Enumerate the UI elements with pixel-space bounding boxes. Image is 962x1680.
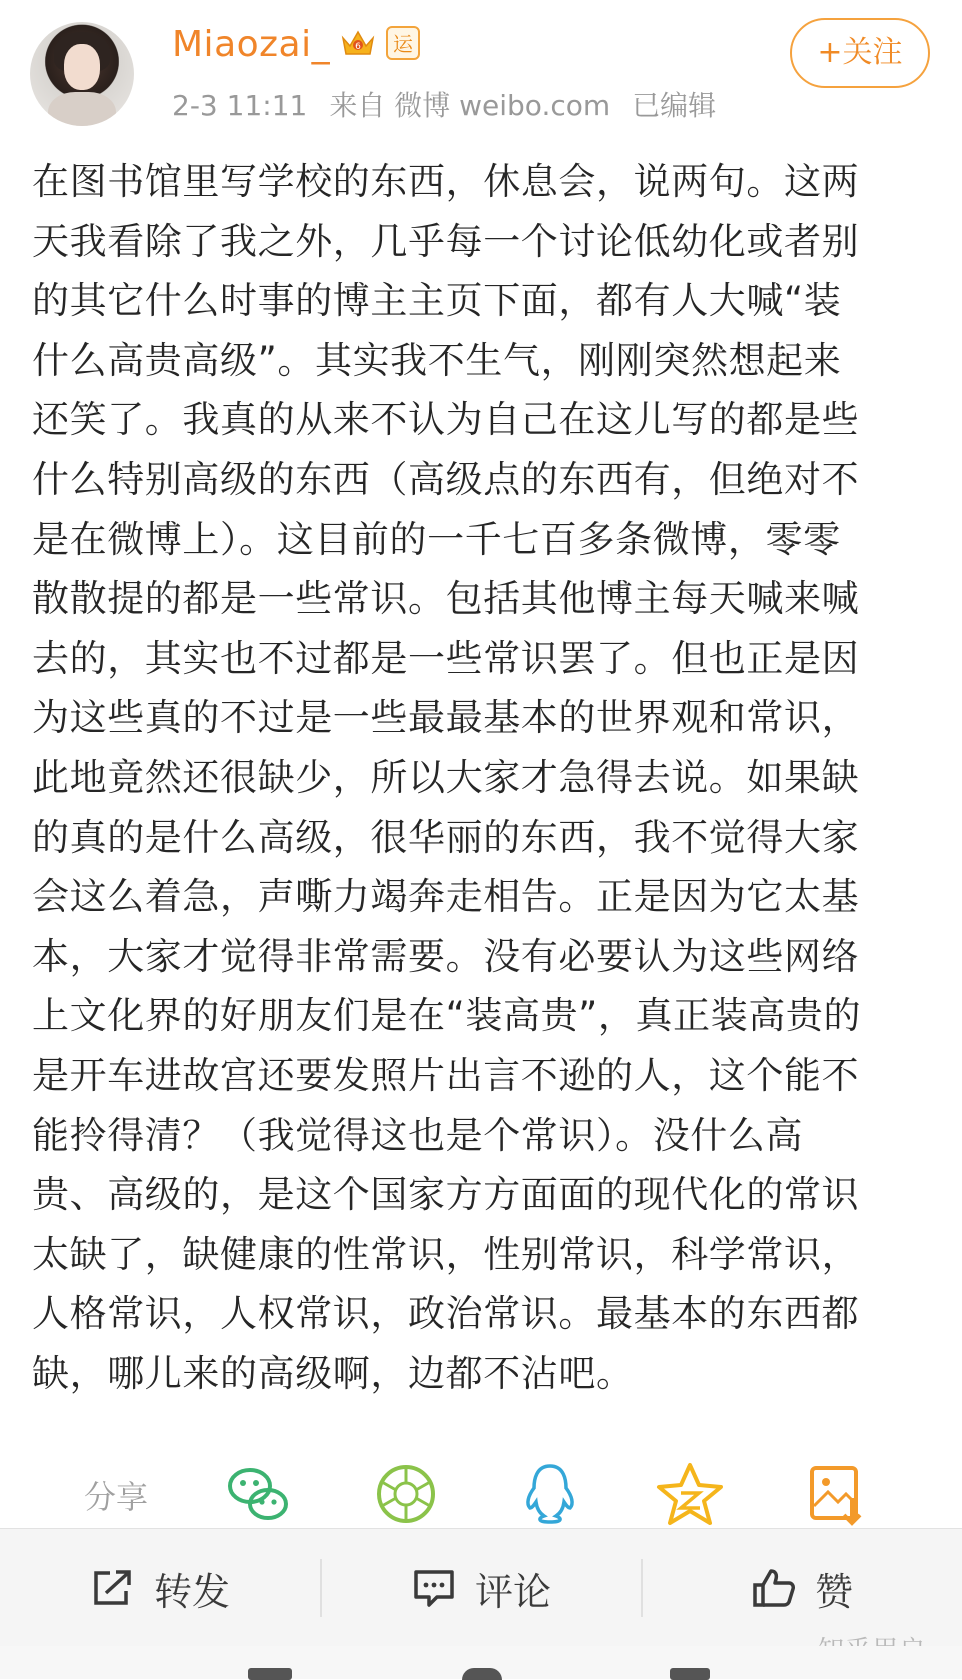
share-row bbox=[0, 1460, 962, 1530]
wechat-icon[interactable] bbox=[222, 1460, 294, 1530]
avatar[interactable] bbox=[30, 22, 134, 126]
content-line: 是开车进故宫还要发照片出言不逊的人，这个能不 bbox=[32, 1053, 860, 1097]
content-line: 此地竟然还很缺少，所以大家才急得去说。如果缺 bbox=[32, 755, 860, 799]
content-line: 什么特别高级的东西（高级点的东西有，但绝对不 bbox=[32, 457, 860, 501]
content-line: 是在微博上）。这目前的一千七百多条微博，零零 bbox=[32, 517, 841, 561]
content-line: 人格常识，人权常识，政治常识。最基本的东西都 bbox=[32, 1292, 860, 1336]
yun-badge: 运 bbox=[386, 26, 420, 60]
content-line: 贵、高级的，是这个国家方方面面的现代化的常识 bbox=[32, 1173, 860, 1217]
repost-button[interactable] bbox=[0, 1529, 320, 1647]
nav-hint bbox=[462, 1668, 502, 1680]
save-image-icon[interactable] bbox=[800, 1460, 872, 1530]
moments-icon[interactable] bbox=[370, 1460, 442, 1530]
content-line: 去的，其实也不过都是一些常识罢了。但也正是因 bbox=[32, 636, 860, 680]
avatar-body bbox=[48, 92, 116, 126]
content-line: 太缺了，缺健康的性常识，性别常识，科学常识， bbox=[32, 1232, 860, 1276]
content-line: 的其它什么时事的博主主页下面，都有人大喊“装 bbox=[32, 279, 842, 323]
like-label: 赞 bbox=[814, 1569, 853, 1614]
content-line: 缺，哪儿来的高级啊，边都不沾吧。 bbox=[32, 1351, 634, 1395]
post-header bbox=[0, 0, 962, 140]
comment-button[interactable] bbox=[321, 1529, 641, 1647]
system-nav-strip bbox=[0, 1646, 962, 1679]
post-edited: 已编辑 bbox=[632, 89, 717, 122]
avatar-face bbox=[64, 44, 100, 90]
comment-icon bbox=[411, 1567, 457, 1609]
content-line: 本，大家才觉得非常需要。没有必要认为这些网络 bbox=[32, 934, 860, 978]
username[interactable]: Miaozai_ bbox=[172, 24, 331, 65]
content-line: 散散提的都是一些常识。包括其他博主每天喊来喊 bbox=[32, 577, 860, 621]
content-line: 在图书馆里写学校的东西，休息会，说两句。这两 bbox=[32, 160, 860, 203]
content-line: 的真的是什么高级，很华丽的东西，我不觉得大家 bbox=[32, 815, 860, 859]
comment-label: 评论 bbox=[474, 1569, 551, 1614]
svg-text:6: 6 bbox=[355, 42, 361, 52]
share-label: 分享 bbox=[84, 1478, 149, 1516]
repost-label: 转发 bbox=[153, 1569, 230, 1614]
content-line: 能拎得清？（我觉得这也是个常识）。没什么高 bbox=[32, 1113, 804, 1157]
content-line: 什么高贵高级”。其实我不生气，刚刚突然想起来 bbox=[32, 338, 842, 382]
content-line: 为这些真的不过是一些最最基本的世界观和常识， bbox=[32, 696, 860, 740]
post-source: 来自 微博 weibo.com bbox=[329, 89, 611, 122]
crown-icon bbox=[340, 26, 376, 60]
content-line: 会这么着急，声嘶力竭奔走相告。正是因为它太基 bbox=[32, 875, 860, 919]
qq-icon[interactable] bbox=[514, 1460, 586, 1530]
qzone-icon[interactable] bbox=[654, 1460, 726, 1530]
content-line: 天我看除了我之外，几乎每一个讨论低幼化或者别 bbox=[32, 219, 860, 263]
nav-hint bbox=[248, 1668, 292, 1680]
post-content bbox=[32, 152, 932, 1403]
follow-button[interactable]: +关注 bbox=[790, 18, 930, 88]
post-meta bbox=[172, 84, 738, 124]
thumbs-up-icon bbox=[751, 1567, 797, 1609]
content-line: 还笑了。我真的从来不认为自己在这儿写的都是些 bbox=[32, 398, 860, 442]
post-time: 2-3 11:11 bbox=[172, 89, 308, 122]
content-line: 上文化界的好朋友们是在“装高贵”，真正装高贵的 bbox=[32, 994, 862, 1038]
nav-hint bbox=[670, 1668, 710, 1680]
repost-icon bbox=[90, 1567, 136, 1609]
